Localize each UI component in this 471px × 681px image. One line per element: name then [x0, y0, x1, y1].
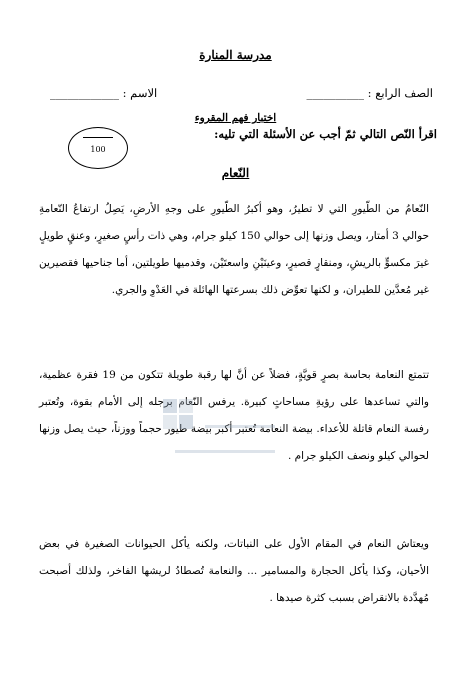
class-blank[interactable]: __________	[306, 86, 365, 100]
watermark-logo	[155, 395, 285, 485]
school-name: مدرسة المنارة	[199, 48, 272, 62]
name-label: الاسم :	[122, 86, 158, 100]
paragraph-3: ويعتاش النعام في المقام الأول على النباتات، ولكنه يأكل الحيوانات الصغيرة في بعض الأحيان، وكذا يأكل الحجارة والمسامير ... والنعامة تُصطادُ لريشها الفاخر، ولذلك أصبحت مُهدَّدة بالانقراض بسبب كثرة صيدها .	[39, 538, 429, 604]
paragraph-2: تتمتع النعامة بحاسة بصرٍ قويَّةٍ، فضلاً عن أنَّ لها رقبة طويلة تتكون من 19 فقرة عظمية، والتي تساعدها على رؤيةِ مساحاتٍ كبيرة. يرفس النّعام برجله إلى الأمام بقوة، وتُعتبر رفسة النعام قاتلة للأعداء. بيضة النعامة تُعتبر أكبر بيضة طيور حجماً ووزناً، حيث يصل وزنها لحوالي كيلو ونصف الكيلو جرام .	[39, 369, 430, 462]
score-blank[interactable]	[83, 137, 113, 138]
name-blank[interactable]: ____________	[50, 86, 119, 100]
exam-title: اختبار فهم المقروء	[194, 112, 277, 124]
name-field	[50, 86, 157, 100]
score-circle	[68, 127, 128, 169]
paragraph-1: النّعامُ من الطّيورِ التي لا تطيرُ، وهو أكبرُ الطّيورِ على وجهِ الأرضِ، يَصِلُ ارتفاعُ النّعامةِ حوالي 3 أمتار، ويصل وزنها إلى حوالي 150 كيلو جرام، وهي ذات رأسٍ صغيرٍ، وعنقٍ طويلٍ غيرَ مكسوٍّ بالريشِ، ومنقارٍ قصيرٍ، وعينَيْنِ واسعتَيْن، وقدميها طويلتين، أما جناحيها فقصيرين غير مُعدَّين للطيران، و لكنها تعوِّض ذلك بسرعتها الهائلة في العَدْوِ والجري.	[39, 203, 429, 296]
class-label: الصف الرابع :	[367, 86, 433, 100]
passage-title: النّعام	[221, 166, 250, 180]
score-total: 100	[90, 145, 106, 154]
class-field	[307, 86, 433, 100]
instruction-text: اقرأ النّص التالي ثمّ أجب عن الأسئلة التي تليه:	[214, 127, 437, 141]
